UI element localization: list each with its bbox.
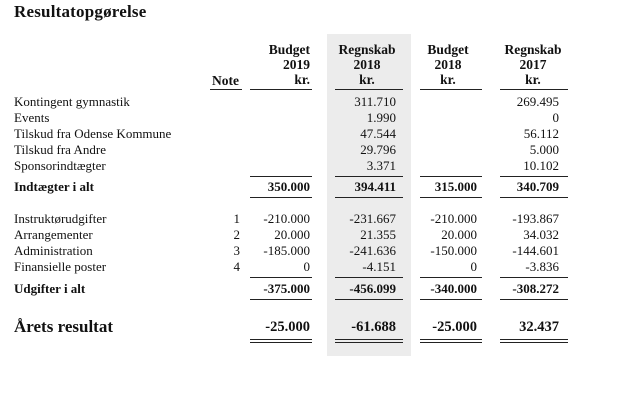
row-label: Tilskud fra Odense Kommune <box>14 126 172 141</box>
double-underline <box>250 339 312 343</box>
header-line: kr. <box>294 72 310 87</box>
value-regnskab-2018: 3.371 <box>366 158 396 173</box>
column-header-budget-2018 <box>415 42 481 87</box>
value-regnskab-2018: -61.688 <box>351 319 396 335</box>
value-regnskab-2017: -308.272 <box>512 281 559 296</box>
header-underline <box>210 89 242 90</box>
value-budget-2019: 20.000 <box>274 227 310 242</box>
column-header-budget-2019 <box>244 42 310 87</box>
header-line: kr. <box>525 72 541 87</box>
value-regnskab-2018: 311.710 <box>354 94 396 109</box>
table-row <box>0 227 630 243</box>
value-regnskab-2018: -456.099 <box>349 281 396 296</box>
total-line <box>500 197 568 198</box>
value-regnskab-2018: 47.544 <box>360 126 396 141</box>
value-regnskab-2018: -231.667 <box>349 211 396 226</box>
value-budget-2018: -150.000 <box>430 243 477 258</box>
row-label: Events <box>14 110 50 125</box>
table-row <box>0 211 630 227</box>
table-row <box>0 94 630 110</box>
column-header-regnskab-2017 <box>496 42 570 87</box>
header-underline <box>500 89 568 90</box>
value-regnskab-2017: -144.601 <box>512 243 559 258</box>
header-line: 2018 <box>353 57 381 72</box>
value-budget-2019: -375.000 <box>263 281 310 296</box>
table-row <box>0 142 630 158</box>
header-underline <box>420 89 482 90</box>
value-regnskab-2018: 21.355 <box>360 227 396 242</box>
total-line <box>420 299 482 300</box>
total-line <box>335 197 403 198</box>
header-line: Budget <box>268 42 310 57</box>
row-label: Indtægter i alt <box>14 179 94 194</box>
row-label: Tilskud fra Andre <box>14 142 106 157</box>
header-line: Regnskab <box>338 42 396 57</box>
header-line: 2017 <box>519 57 547 72</box>
total-line <box>500 299 568 300</box>
double-underline <box>420 339 482 343</box>
row-label: Arrangementer <box>14 227 93 242</box>
value-budget-2018: -25.000 <box>432 319 477 335</box>
subtotal-line <box>250 277 312 278</box>
value-regnskab-2017: 269.495 <box>516 94 559 109</box>
value-regnskab-2017: 5.000 <box>529 142 559 157</box>
value-regnskab-2018: -241.636 <box>349 243 396 258</box>
table-row <box>0 158 630 174</box>
value-budget-2019: -185.000 <box>263 243 310 258</box>
value-regnskab-2017: -193.867 <box>512 211 559 226</box>
column-header-regnskab-2018 <box>330 42 404 87</box>
note-number: 3 <box>233 243 240 258</box>
value-budget-2019: -210.000 <box>263 211 310 226</box>
value-regnskab-2017: 34.032 <box>523 227 559 242</box>
subtotal-line <box>250 176 312 177</box>
note-number: 2 <box>233 227 240 242</box>
header-underline <box>250 89 312 90</box>
value-regnskab-2017: 0 <box>552 110 559 125</box>
subtotal-line <box>500 277 568 278</box>
value-budget-2019: 350.000 <box>267 179 310 194</box>
row-label: Udgifter i alt <box>14 281 86 296</box>
total-line <box>250 197 312 198</box>
total-line <box>335 299 403 300</box>
row-label: Instruktørudgifter <box>14 211 107 226</box>
table-row <box>0 110 630 126</box>
table-row <box>0 243 630 259</box>
value-budget-2018: -340.000 <box>430 281 477 296</box>
value-budget-2018: -210.000 <box>430 211 477 226</box>
header-line: Budget <box>427 42 469 57</box>
table-row <box>0 259 630 275</box>
header-underline <box>335 89 403 90</box>
note-column-header: Note <box>212 73 239 88</box>
value-regnskab-2017: 32.437 <box>519 319 559 335</box>
value-regnskab-2018: 394.411 <box>354 179 396 194</box>
value-budget-2018: 20.000 <box>441 227 477 242</box>
table-row <box>0 126 630 142</box>
note-number: 4 <box>233 259 240 274</box>
subtotal-line <box>500 176 568 177</box>
page-title: Resultatopgørelse <box>14 2 147 21</box>
header-line: 2019 <box>283 57 310 72</box>
subtotal-line <box>335 277 403 278</box>
header-line: Regnskab <box>504 42 562 57</box>
value-budget-2018: 315.000 <box>434 179 477 194</box>
note-number: 1 <box>233 211 240 226</box>
value-regnskab-2018: -4.151 <box>362 259 396 274</box>
value-budget-2019: -25.000 <box>265 319 310 335</box>
double-underline <box>500 339 568 343</box>
header-line: kr. <box>359 72 375 87</box>
total-line <box>250 299 312 300</box>
subtotal-line <box>420 176 482 177</box>
value-regnskab-2017: -3.836 <box>525 259 559 274</box>
subtotal-line <box>335 176 403 177</box>
value-budget-2019: 0 <box>303 259 310 274</box>
value-regnskab-2018: 29.796 <box>360 142 396 157</box>
row-label: Administration <box>14 243 93 258</box>
row-label: Årets resultat <box>14 317 113 336</box>
value-regnskab-2017: 56.112 <box>523 126 559 141</box>
result-row <box>0 316 630 338</box>
total-line <box>420 197 482 198</box>
value-regnskab-2018: 1.990 <box>366 110 396 125</box>
row-label: Sponsorindtægter <box>14 158 106 173</box>
double-underline <box>335 339 403 343</box>
row-label: Finansielle poster <box>14 259 107 274</box>
row-label: Kontingent gymnastik <box>14 94 130 109</box>
header-line: 2018 <box>434 57 462 72</box>
subtotal-line <box>420 277 482 278</box>
header-line: kr. <box>440 72 456 87</box>
income-total-row <box>0 179 630 195</box>
value-regnskab-2017: 10.102 <box>523 158 559 173</box>
value-regnskab-2017: 340.709 <box>516 179 559 194</box>
value-budget-2018: 0 <box>470 259 477 274</box>
expenses-total-row <box>0 281 630 297</box>
